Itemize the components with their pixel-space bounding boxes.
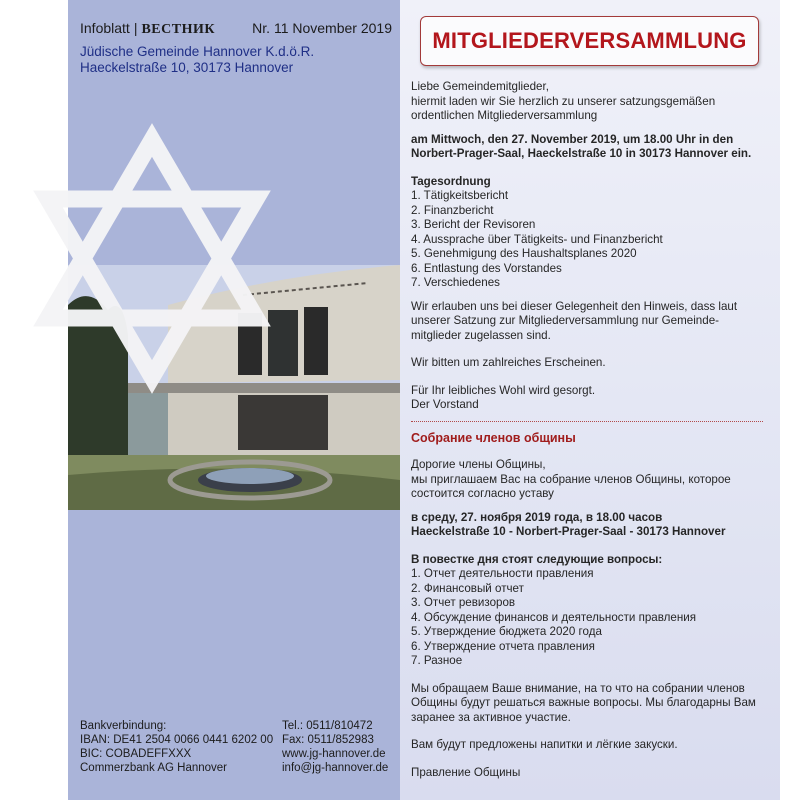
- russian-refreshments: Вам будут предложены напитки и лёгкие закуски.: [411, 738, 678, 751]
- email-link[interactable]: info@jg-hannover.de: [282, 762, 389, 774]
- russian-greeting-line: Дорогие члены Общины,: [411, 458, 546, 471]
- russian-greeting-line: состоится согласно уставу: [411, 487, 554, 500]
- infoblatt-label: Infoblatt: [80, 20, 130, 36]
- german-request: Wir bitten um zahlreiches Erscheinen.: [411, 356, 606, 369]
- russian-date-line: в среду, 27. ноября 2019 года, в 18.00 часов: [411, 510, 663, 524]
- bank-details: [80, 719, 273, 775]
- masthead-separator: |: [133, 20, 138, 36]
- bank-line: Commerzbank AG Hannover: [80, 762, 228, 774]
- russian-date-line: Haeckelstraße 10 - Norbert-Prager-Saal - 30173 Hannover: [411, 525, 726, 538]
- russian-agenda-title: В повестке дня стоят следующие вопросы:: [411, 552, 663, 566]
- russian-greeting-line: мы приглашаем Вас на собрание членов Общины, которое: [411, 472, 731, 486]
- german-signature: Der Vorstand: [411, 398, 479, 411]
- title-banner: [420, 16, 759, 66]
- agenda-item: 2. Finanzbericht: [411, 203, 494, 217]
- german-agenda: [411, 189, 771, 291]
- agenda-item: 7. Разное: [411, 654, 463, 667]
- russian-note-line: заранее за активное участие.: [411, 710, 571, 724]
- german-greeting-line: hiermit laden wir Sie herzlich zu unserer satzungsgemäßen: [411, 94, 716, 108]
- german-greeting-line: Liebe Gemeindemitglieder,: [411, 80, 549, 93]
- agenda-item: 3. Bericht der Revisoren: [411, 218, 536, 231]
- german-note-line: mitglieder zugelassen sind.: [411, 328, 551, 342]
- agenda-item: 6. Entlastung des Vorstandes: [411, 261, 562, 275]
- bank-line: Bankverbindung:: [80, 720, 167, 732]
- synagogue-photo: [68, 265, 400, 510]
- masthead-topline: [80, 20, 392, 38]
- german-date-line: Norbert-Prager-Saal, Haeckelstraße 10 in 30173 Hannover ein.: [411, 147, 752, 160]
- left-panel: [68, 0, 400, 800]
- agenda-item: 5. Genehmigung des Haushaltsplanes 2020: [411, 247, 637, 260]
- phone-number: Tel.: 0511/810472: [282, 720, 373, 732]
- masthead: [80, 20, 392, 76]
- page-title: MITGLIEDERVERSAMMLUNG: [432, 28, 747, 53]
- german-closing-line: Für Ihr leibliches Wohl wird gesorgt.: [411, 383, 596, 397]
- german-note-line: Wir erlauben uns bei dieser Gelegenheit den Hinweis, dass laut: [411, 299, 738, 313]
- agenda-item: 6. Утверждение отчета правления: [411, 639, 595, 653]
- russian-agenda: [411, 567, 771, 669]
- agenda-item: 4. Обсуждение финансов и деятельности правления: [411, 610, 697, 624]
- agenda-item: 4. Aussprache über Tätigkeits- und Finanzbericht: [411, 232, 663, 246]
- agenda-item: 3. Отчет ревизоров: [411, 596, 516, 609]
- agenda-item: 1. Отчет деятельности правления: [411, 567, 594, 580]
- german-greeting-line: ordentlichen Mitgliederversammlung: [411, 109, 598, 122]
- russian-section-title: Собрание членов общины: [411, 430, 576, 445]
- german-date-line: am Mittwoch, den 27. November 2019, um 18.00 Uhr in den: [411, 132, 734, 146]
- vestnik-label: ВЕСТНИК: [141, 22, 216, 37]
- russian-signature: Правление Общины: [411, 765, 521, 779]
- german-agenda-title: Tagesordnung: [411, 174, 491, 188]
- org-address: Haeckelstraße 10, 30173 Hannover: [80, 60, 294, 75]
- russian-note-line: Мы обращаем Ваше внимание, на то что на собрании членов: [411, 681, 745, 695]
- website-link[interactable]: www.jg-hannover.de: [282, 748, 386, 760]
- org-name: Jüdische Gemeinde Hannover K.d.ö.R.: [80, 44, 315, 59]
- agenda-item: 5. Утверждение бюджета 2020 года: [411, 625, 602, 638]
- invitation-content: [411, 80, 771, 780]
- bank-line: IBAN: DE41 2504 0066 0441 6202 00: [80, 734, 274, 746]
- contact-details: [282, 719, 388, 775]
- agenda-item: 7. Verschiedenes: [411, 276, 500, 289]
- fax-number: Fax: 0511/852983: [282, 734, 374, 746]
- russian-note-line: Общины будут решаться важные вопросы. Мы благодарны Вам: [411, 696, 756, 709]
- german-note-line: unserer Satzung zur Mitgliederversammlung nur Gemeinde-: [411, 314, 720, 327]
- org-block: [80, 44, 392, 76]
- section-divider: [411, 421, 763, 422]
- bank-line: BIC: COBADEFFXXX: [80, 748, 192, 760]
- agenda-item: 2. Финансовый отчет: [411, 581, 524, 595]
- right-panel: [400, 0, 780, 800]
- agenda-item: 1. Tätigkeitsbericht: [411, 189, 509, 202]
- issue-number: Nr. 11 November 2019: [252, 20, 392, 36]
